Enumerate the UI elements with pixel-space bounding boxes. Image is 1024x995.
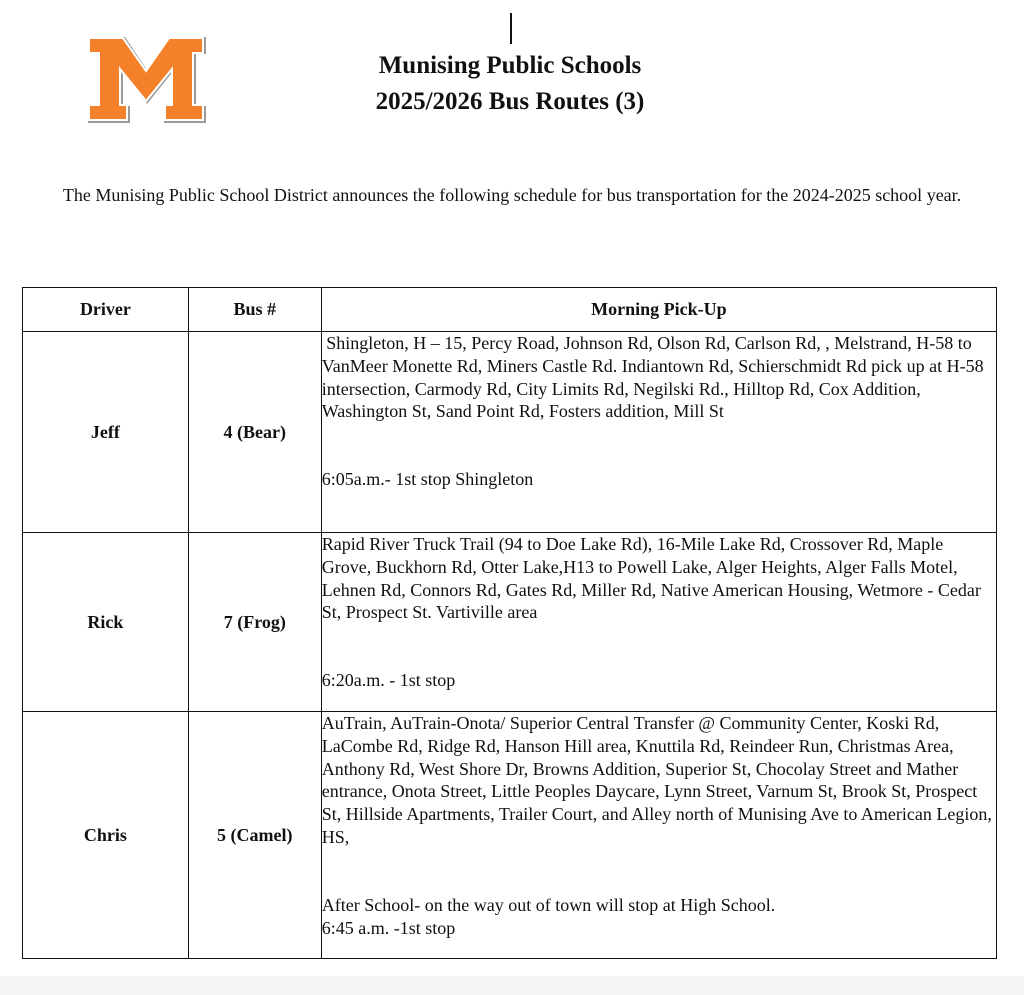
pickup-cell: [321, 332, 996, 533]
spacer: [322, 423, 996, 468]
first-stop-time: 6:20a.m. - 1st stop: [321, 670, 456, 691]
table-row: [23, 533, 997, 712]
header-morning-pickup: Morning Pick-Up: [321, 288, 996, 332]
bus-cell: 7 (Frog): [188, 533, 321, 712]
table-row: [23, 712, 997, 959]
bus-cell: 5 (Camel): [188, 712, 321, 959]
title-line-2: 2025/2026 Bus Routes (3): [375, 88, 645, 115]
route-stops: AuTrain, AuTrain-Onota/ Superior Central Transfer @ Community Center, Koski Rd, LaCombe Rd, Ridge Rd, Hanson Hill area, Knuttila Rd, Reindeer Run, Christmas Area, Anthony Rd, West Shore Dr, Browns Addition, Superior St, Chocolay Street and Mather entrance, Onota Street, Little Peoples Daycare, Lynn Street, Varnum St, Brook St, Prospect St, Hillside Apartments, Trailer Court, and Alley north of Munising Ave to American Legion, HS,: [321, 713, 992, 847]
header-driver: Driver: [23, 288, 189, 332]
driver-cell: Rick: [23, 533, 189, 712]
first-stop-time: 6:45 a.m. -1st stop: [321, 917, 456, 938]
table-header-row: [23, 288, 997, 332]
pickup-cell: [321, 533, 996, 712]
first-stop-time: 6:05a.m.- 1st stop Shingleton: [321, 469, 534, 490]
spacer: [322, 624, 996, 669]
school-logo-m: [84, 33, 208, 125]
driver-cell: Chris: [23, 712, 189, 959]
driver-cell: Jeff: [23, 332, 189, 533]
title-line-1: Munising Public Schools: [378, 52, 642, 79]
intro-paragraph: The Munising Public School District announces the following schedule for bus transportation for the 2024-2025 school year.: [62, 185, 962, 205]
page-bottom-edge: [0, 976, 1024, 995]
document-title: [300, 48, 720, 120]
bus-routes-table: [22, 287, 997, 959]
header-bus-number: Bus #: [188, 288, 321, 332]
text-cursor: [510, 13, 512, 44]
table-row: [23, 332, 997, 533]
route-stops: Shingleton, H – 15, Percy Road, Johnson Rd, Olson Rd, Carlson Rd, , Melstrand, H-58 to VanMeer Monette Rd, Miners Castle Rd. Indiantown Rd, Schierschmidt Rd pick up at H-58 intersection, Carmody Rd, City Limits Rd, Negilski Rd., Hilltop Rd, Cox Addition, Washington St, Sand Point Rd, Fosters addition, Mill St: [321, 333, 989, 422]
after-school-note: After School- on the way out of town will stop at High School.: [321, 894, 776, 915]
route-stops: Rapid River Truck Trail (94 to Doe Lake Rd), 16-Mile Lake Rd, Crossover Rd, Maple Grove, Buckhorn Rd, Otter Lake,H13 to Powell Lake, Alger Heights, Alger Falls Motel, Lehnen Rd, Connors Rd, Gates Rd, Miller Rd, Native American Housing, Wetmore - Cedar St, Prospect St. Vartiville area: [321, 534, 981, 623]
spacer: [322, 849, 996, 894]
pickup-cell: [321, 712, 996, 959]
bus-cell: 4 (Bear): [188, 332, 321, 533]
